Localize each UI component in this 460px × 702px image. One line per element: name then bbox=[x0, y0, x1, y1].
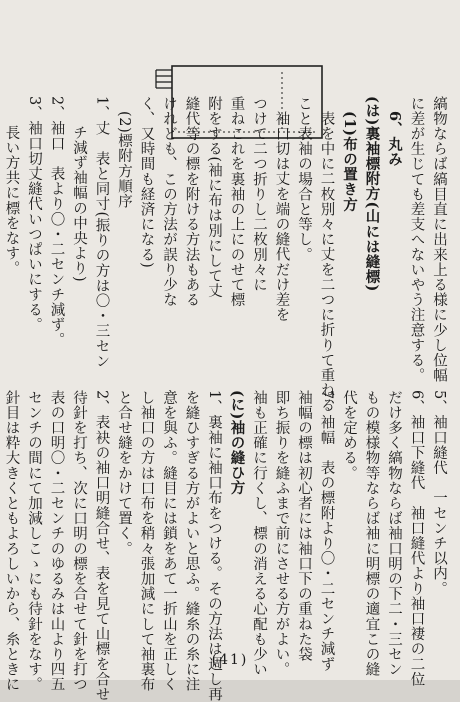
text-line: 即ち振りを縫ふまで前にさせる方がよい。 bbox=[273, 390, 290, 677]
text-line: もの模様物等ならば袖に明標の適宜この縫 bbox=[363, 390, 380, 677]
section-heading: (は)裏袖標附方(山には縫標) bbox=[363, 96, 381, 292]
list-item: 6、袖口下縫代 袖口縫代より袖口褄の二位 bbox=[408, 390, 425, 687]
list-item: 5、袖口縫代 一センチ以内。 bbox=[431, 390, 447, 597]
text-line: 表の口明〇・二センチのゆるみは山より四五 bbox=[48, 390, 65, 692]
text-line: 針目は粋大きくともよろしいから、糸ときに bbox=[3, 390, 20, 692]
text-line: く、又時間も経済になる) bbox=[138, 96, 155, 269]
text-line: こと表袖の場合と等し。 bbox=[296, 96, 312, 263]
text-line: 袖も正確に行くし、標の消える心配も少い bbox=[251, 390, 267, 677]
list-item: 1、丈 表と同寸(振りの方は〇・三セン bbox=[93, 96, 110, 369]
upper-columns bbox=[0, 96, 450, 413]
list-item: 2、表袂の袖口明縫合せ、表を見て山標を合せ bbox=[93, 390, 110, 702]
text-line: 袖口切は丈を端の縫代だけ差を bbox=[273, 110, 290, 322]
text-line: つけて二つ折りし二枚別々に bbox=[251, 96, 267, 293]
section-heading: (に)袖の縫ひ方 bbox=[228, 390, 246, 496]
list-item: 1、裏袖に袖口布をつける。その方法は週し再 bbox=[206, 390, 222, 702]
text-line: を縫ひすぎる方がよいと思ふ。縫糸の糸に注 bbox=[183, 390, 200, 692]
text-line: と合せ縫をかけて置く。 bbox=[116, 390, 132, 557]
text-line: 重ねこれを裏袖の上にのせて標 bbox=[228, 96, 245, 308]
text-line: チ減ず袖幅の中央より) bbox=[71, 125, 87, 283]
page-number: (41) bbox=[211, 652, 249, 668]
text-line: 縞物ならば縞目直に出来上る様に少し位幅 bbox=[431, 96, 447, 383]
list-item: 7、袖幅 表の標附より〇・二センチ減ず bbox=[318, 390, 335, 672]
section-heading: 6、丸み bbox=[386, 110, 403, 167]
text-line: 長い方共に標をなす。 bbox=[3, 125, 20, 276]
text-line: 表を中に二枚別々に丈を二つに折りて重ねる bbox=[318, 110, 335, 413]
subsection-heading: (1)布の置き方 bbox=[341, 110, 358, 212]
lower-columns bbox=[0, 390, 450, 702]
text-line: センチの間にて加減しこゝにも待針をなす。 bbox=[26, 390, 42, 692]
list-item: 2、袖口 表より〇・二センチ減ず。 bbox=[48, 96, 65, 348]
text-line: 縫代等の標を附ける方法もある bbox=[183, 96, 200, 308]
text-line: けれども、この方法が誤り少な bbox=[161, 96, 177, 308]
text-line: 附をする(袖に布は別にして丈 bbox=[206, 96, 222, 299]
subsection-heading: (2)標附方順序 bbox=[116, 110, 132, 209]
lower-text-block bbox=[0, 340, 460, 702]
list-item: 3、袖口切丈縫代いつぱいにする。 bbox=[26, 96, 42, 333]
text-line: に差が生じても差支へないやう注意する。 bbox=[408, 96, 425, 383]
text-line: し袖口の方は口布を稍々張加減にして袖裏布 bbox=[138, 390, 155, 692]
text-line: だけ多く縞物ならば袖口明の下二・三セン bbox=[386, 390, 402, 677]
text-line: 代を定める。 bbox=[341, 390, 357, 481]
text-line: 待針を打ち、次に口明の標を合せて針を打つ bbox=[71, 390, 87, 692]
text-line: 意を與ふ。縫目には鎖をあて一折山を正しく bbox=[161, 390, 177, 692]
text-line: 袖幅の標は初心者には袖口下の重ねた袋 bbox=[296, 390, 312, 662]
